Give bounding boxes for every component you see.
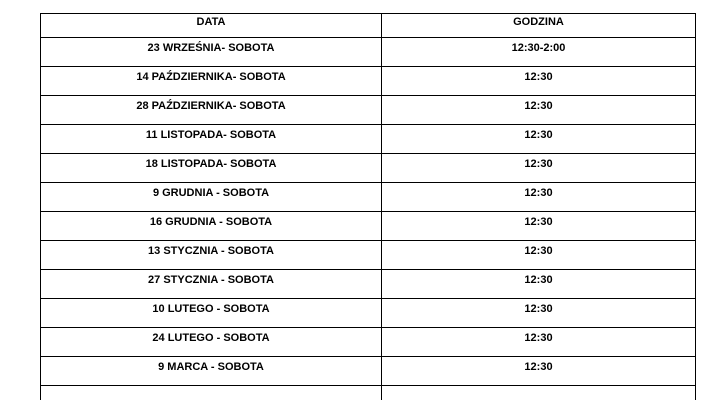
table-row [41, 154, 696, 183]
time-cell: 12:30 [382, 154, 696, 183]
time-cell: 12:30 [382, 67, 696, 96]
date-cell: 16 GRUDNIA - SOBOTA [41, 212, 382, 241]
time-cell: 12:30 [382, 96, 696, 125]
date-cell [41, 386, 382, 400]
column-header-date: DATA [41, 14, 382, 38]
time-cell: 12:30 [382, 241, 696, 270]
schedule-table [40, 13, 696, 400]
table-row [41, 212, 696, 241]
time-cell [382, 386, 696, 400]
time-cell: 12:30 [382, 212, 696, 241]
time-cell: 12:30-2:00 [382, 38, 696, 67]
table-row [41, 125, 696, 154]
date-cell: 10 LUTEGO - SOBOTA [41, 299, 382, 328]
time-cell: 12:30 [382, 125, 696, 154]
time-cell: 12:30 [382, 183, 696, 212]
date-cell: 18 LISTOPADA- SOBOTA [41, 154, 382, 183]
date-cell: 14 PAŹDZIERNIKA- SOBOTA [41, 67, 382, 96]
date-cell: 9 MARCA - SOBOTA [41, 357, 382, 386]
table-row [41, 270, 696, 299]
date-cell: 13 STYCZNIA - SOBOTA [41, 241, 382, 270]
table-row [41, 183, 696, 212]
date-cell: 11 LISTOPADA- SOBOTA [41, 125, 382, 154]
date-cell: 9 GRUDNIA - SOBOTA [41, 183, 382, 212]
table-row [41, 328, 696, 357]
date-cell: 23 WRZEŚNIA- SOBOTA [41, 38, 382, 67]
table-header-row [41, 14, 696, 38]
time-cell: 12:30 [382, 270, 696, 299]
table-row [41, 386, 696, 400]
date-cell: 27 STYCZNIA - SOBOTA [41, 270, 382, 299]
table-row [41, 299, 696, 328]
time-cell: 12:30 [382, 299, 696, 328]
table-row [41, 96, 696, 125]
date-cell: 24 LUTEGO - SOBOTA [41, 328, 382, 357]
date-cell: 28 PAŹDZIERNIKA- SOBOTA [41, 96, 382, 125]
table-row [41, 67, 696, 96]
table-row [41, 38, 696, 67]
time-cell: 12:30 [382, 328, 696, 357]
table-row [41, 241, 696, 270]
time-cell: 12:30 [382, 357, 696, 386]
column-header-time: GODZINA [382, 14, 696, 38]
table-row [41, 357, 696, 386]
